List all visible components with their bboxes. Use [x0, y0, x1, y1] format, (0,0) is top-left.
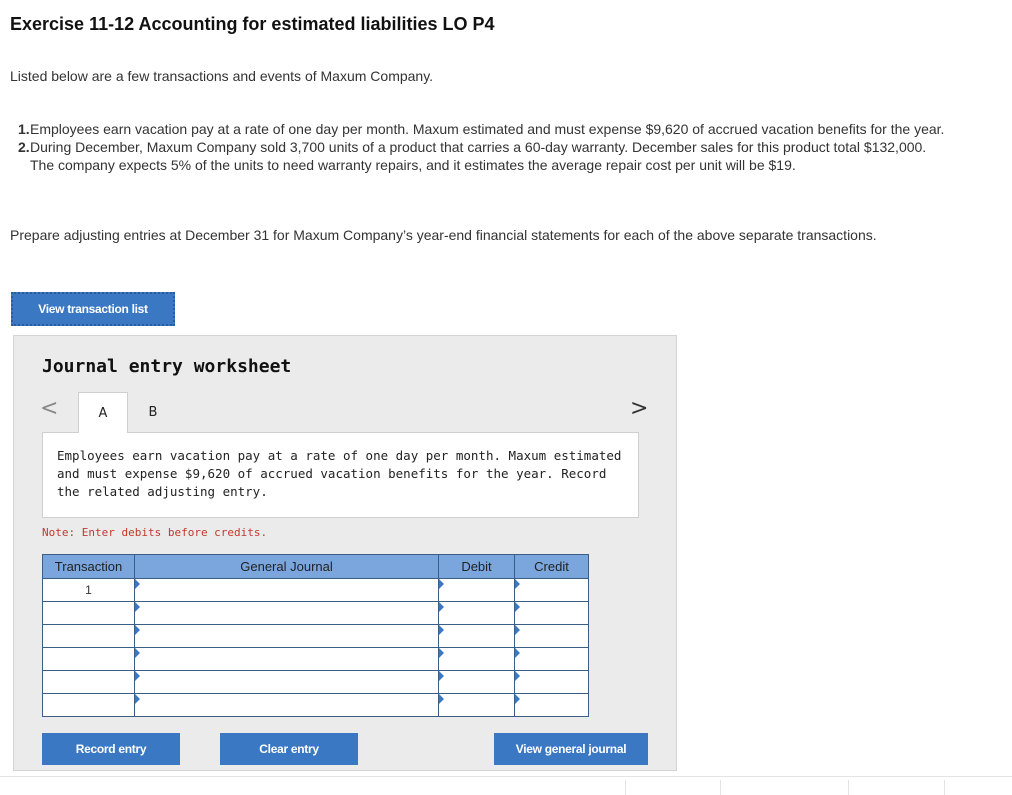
- table-row: [43, 625, 589, 648]
- table-header-row: [43, 555, 589, 579]
- column-header-transaction: Transaction: [43, 555, 135, 579]
- debit-input[interactable]: [439, 625, 515, 648]
- entry-description: Employees earn vacation pay at a rate of one day per month. Maxum estimated and must expense $9,620 of accrued vacation benefits for the year. Record the related adjusting entry.: [42, 432, 639, 518]
- debit-input[interactable]: [439, 648, 515, 671]
- footer-divider: [848, 780, 849, 795]
- dropdown-indicator-icon: [135, 671, 140, 681]
- note-text: Note: Enter debits before credits.: [42, 526, 268, 539]
- table-row: [43, 579, 589, 602]
- footer-divider: [720, 780, 721, 795]
- item-number: 1.: [18, 121, 30, 137]
- transaction-list: [18, 120, 948, 174]
- chevron-right-icon[interactable]: >: [630, 396, 649, 421]
- instructions-text: Prepare adjusting entries at December 31 for Maxum Company’s year-end financial statements for each of the above separate transactions.: [10, 227, 877, 243]
- credit-input[interactable]: [515, 671, 589, 694]
- debit-input[interactable]: [439, 602, 515, 625]
- clear-entry-button[interactable]: Clear entry: [220, 733, 358, 765]
- dropdown-indicator-icon: [515, 648, 520, 658]
- general-journal-input[interactable]: [135, 579, 439, 602]
- item-text: Employees earn vacation pay at a rate of one day per month. Maxum estimated and must expense $9,620 of accrued vacation benefits for the year.: [30, 121, 945, 137]
- debit-input[interactable]: [439, 694, 515, 717]
- credit-input[interactable]: [515, 648, 589, 671]
- tab-b[interactable]: B: [148, 404, 158, 420]
- record-entry-button[interactable]: Record entry: [42, 733, 180, 765]
- transaction-cell: [43, 671, 135, 694]
- chevron-left-icon[interactable]: <: [40, 396, 59, 421]
- general-journal-input[interactable]: [135, 694, 439, 717]
- general-journal-input[interactable]: [135, 625, 439, 648]
- transaction-cell: 1: [43, 579, 135, 602]
- dropdown-indicator-icon: [439, 625, 444, 635]
- view-general-journal-button[interactable]: View general journal: [494, 733, 648, 765]
- footer-divider: [0, 776, 1012, 777]
- footer-divider: [625, 780, 626, 795]
- intro-text: Listed below are a few transactions and events of Maxum Company.: [10, 68, 434, 84]
- dropdown-indicator-icon: [439, 694, 444, 704]
- dropdown-indicator-icon: [439, 671, 444, 681]
- column-header-debit: Debit: [439, 555, 515, 579]
- dropdown-indicator-icon: [515, 671, 520, 681]
- dropdown-indicator-icon: [515, 694, 520, 704]
- dropdown-indicator-icon: [515, 579, 520, 589]
- transaction-cell: [43, 602, 135, 625]
- dropdown-indicator-icon: [135, 602, 140, 612]
- debit-input[interactable]: [439, 671, 515, 694]
- table-row: [43, 671, 589, 694]
- column-header-credit: Credit: [515, 555, 589, 579]
- dropdown-indicator-icon: [439, 602, 444, 612]
- list-item: [18, 120, 948, 138]
- dropdown-indicator-icon: [515, 625, 520, 635]
- dropdown-indicator-icon: [439, 579, 444, 589]
- credit-input[interactable]: [515, 602, 589, 625]
- general-journal-input[interactable]: [135, 671, 439, 694]
- table-row: [43, 694, 589, 717]
- footer-divider: [944, 780, 945, 795]
- general-journal-input[interactable]: [135, 648, 439, 671]
- column-header-general-journal: General Journal: [135, 555, 439, 579]
- transaction-cell: [43, 625, 135, 648]
- dropdown-indicator-icon: [135, 648, 140, 658]
- dropdown-indicator-icon: [439, 648, 444, 658]
- dropdown-indicator-icon: [135, 694, 140, 704]
- credit-input[interactable]: [515, 579, 589, 602]
- general-journal-input[interactable]: [135, 602, 439, 625]
- exercise-title: Exercise 11-12 Accounting for estimated liabilities LO P4: [10, 14, 495, 34]
- list-item: [18, 138, 948, 174]
- item-number: 2.: [18, 139, 30, 155]
- credit-input[interactable]: [515, 625, 589, 648]
- dropdown-indicator-icon: [135, 625, 140, 635]
- transaction-cell: [43, 648, 135, 671]
- journal-entry-worksheet: [13, 335, 677, 771]
- dropdown-indicator-icon: [515, 602, 520, 612]
- view-transaction-list-button[interactable]: View transaction list: [11, 292, 175, 326]
- table-row: [43, 602, 589, 625]
- transaction-cell: [43, 694, 135, 717]
- journal-table: [42, 554, 589, 717]
- item-text: During December, Maxum Company sold 3,700 units of a product that carries a 60-day warranty. December sales for this product total $132,000. The company expects 5% of the units to need warranty repairs, and it estimates the average repair cost per unit will be $19.: [30, 139, 927, 173]
- worksheet-title: Journal entry worksheet: [42, 356, 292, 377]
- debit-input[interactable]: [439, 579, 515, 602]
- dropdown-indicator-icon: [135, 579, 140, 589]
- table-row: [43, 648, 589, 671]
- tab-a[interactable]: A: [78, 392, 128, 433]
- credit-input[interactable]: [515, 694, 589, 717]
